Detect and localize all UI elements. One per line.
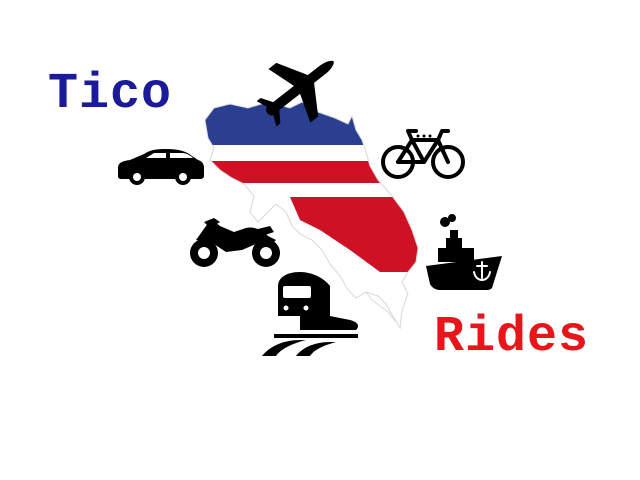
logo-word-rides: Rides	[434, 309, 590, 366]
car-icon	[118, 149, 204, 185]
bicycle-icon	[383, 131, 463, 177]
motorcycle-icon	[190, 218, 280, 267]
logo-word-tico: Tico	[48, 66, 173, 123]
flag-stripe-red-upper	[190, 161, 430, 183]
train-icon	[262, 272, 358, 356]
bicycle-chain-dots	[417, 135, 432, 138]
flag-stripe-white-mid	[190, 183, 430, 197]
ship-icon	[426, 214, 502, 290]
